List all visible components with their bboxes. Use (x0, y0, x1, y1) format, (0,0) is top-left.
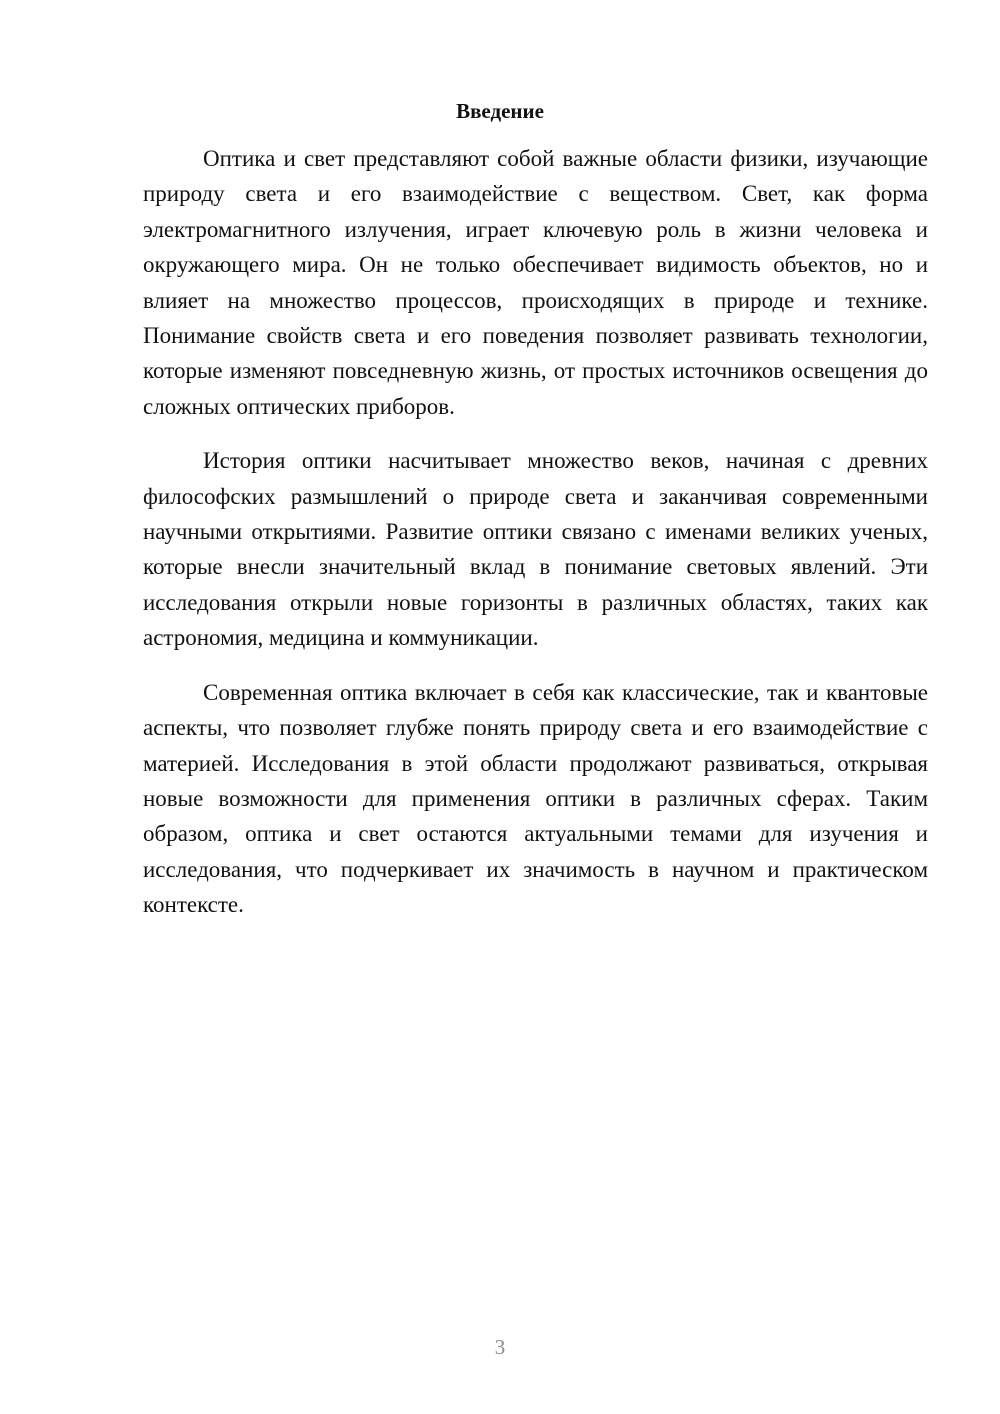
paragraph-3: Современная оптика включает в себя как классические, так и квантовые аспекты, что позволяет глубже понять природу света и его взаимодействие с материей. Исследования в этой области продолжают развиваться, открывая новые возможности для применения оптики в различных сферах. Таким образом, оптика и свет остаются актуальными темами для изучения и исследования, что подчеркивает их значимость в научном и практическом контексте. (143, 679, 928, 918)
paragraph-2: История оптики насчитывает множество веков, начиная с древних философских размышлений о природе света и заканчивая современными научными открытиями. Развитие оптики связано с именами великих ученых, которые внесли значительный вклад в понимание световых явлений. Эти исследования открыли новые горизонты в различных областях, таких как астрономия, медицина и коммуникации. (143, 448, 928, 651)
body-text (143, 141, 928, 942)
page-number: 3 (494, 1335, 506, 1359)
section-title: Введение (456, 99, 544, 123)
paragraph-1: Оптика и свет представляют собой важные области физики, изучающие природу света и его взаимодействие с веществом. Свет, как форма электромагнитного излучения, играет ключевую роль в жизни человека и окружающего мира. Он не только обеспечивает видимость объектов, но и влияет на множество процессов, происходящих в природе и технике. Понимание свойств света и его поведения позволяет развивать технологии, которые изменяют повседневную жизнь, от простых источников освещения до сложных оптических приборов. (143, 146, 928, 419)
